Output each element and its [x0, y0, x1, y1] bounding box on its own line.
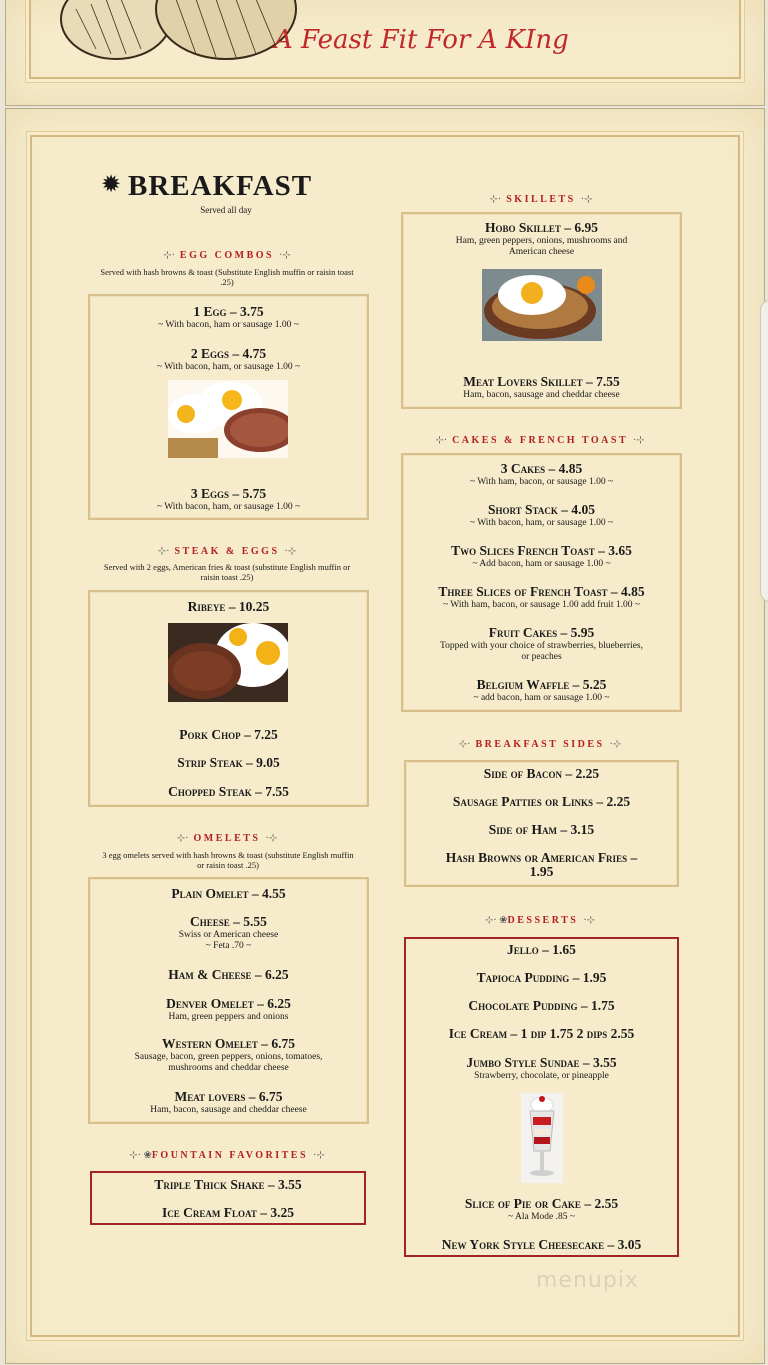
header-panel — [5, 0, 765, 106]
menu-item: Ribeye – 10.25 — [187, 599, 270, 614]
menu-item: Ice Cream Float – 3.25 — [162, 1205, 294, 1220]
menu-item: Strip Steak – 9.05 — [177, 755, 280, 770]
menu-item: Plain Omelet – 4.55 — [171, 886, 286, 901]
sides-heading: ⊹· BREAKFAST SIDES ·⊹ — [458, 739, 622, 750]
breakfast-title: BREAKFAST — [128, 170, 313, 202]
steak-eggs-photo — [168, 623, 288, 702]
sundae-photo — [521, 1093, 563, 1183]
desserts-heading: ⊹· ❀DESSERTS ·⊹ — [484, 915, 596, 926]
omelets-box — [88, 877, 369, 1124]
menu-item: Side of Ham – 3.15 — [488, 822, 595, 837]
next-page-edge — [760, 300, 768, 602]
menu-item: Western Omelet – 6.75 Sausage, bacon, green peppers, onions, tomatoes, mushrooms and cheddar cheese — [134, 1036, 323, 1073]
cakes-heading: ⊹· CAKES & FRENCH TOAST ·⊹ — [435, 435, 645, 446]
menu-item: Slice of Pie or Cake – 2.55 ~ Ala Mode .85 ~ — [464, 1196, 619, 1222]
menu-item: Ice Cream – 1 dip 1.75 2 dips 2.55 — [448, 1026, 635, 1041]
watermark: menupix — [536, 1268, 639, 1293]
sides-title: BREAKFAST SIDES — [475, 739, 605, 750]
menu-item: Chocolate Pudding – 1.75 — [468, 998, 615, 1013]
steak-eggs-note: Served with 2 eggs, American fries & toast (substitute English muffin or raisin toast .25) — [103, 562, 351, 582]
desserts-box — [404, 937, 679, 1257]
menu-item: Hobo Skillet – 6.95 Ham, green peppers, onions, mushrooms and American cheese — [455, 220, 628, 257]
eggs-ham-photo — [168, 380, 288, 458]
menu-item: Meat Lovers Skillet – 7.55 Ham, bacon, sausage and cheddar cheese — [463, 374, 620, 400]
fountain-heading: ⊹· ❀FOUNTAIN FAVORITES ·⊹ — [129, 1150, 325, 1161]
fountain-title: FOUNTAIN FAVORITES — [151, 1150, 309, 1161]
menu-item: Hash Browns or American Fries – 1.95 — [445, 850, 638, 879]
omelets-heading: ⊹· OMELETS ·⊹ — [176, 833, 278, 844]
steak-eggs-title: STEAK & EGGS — [174, 546, 280, 557]
menu-item: 2 Eggs – 4.75 ~ With bacon, ham, or sausage 1.00 ~ — [156, 346, 301, 372]
menu-item: 1 Egg – 3.75 ~ With bacon, ham or sausage 1.00 ~ — [158, 304, 299, 330]
menu-item: Denver Omelet – 6.25 Ham, green peppers and onions — [166, 996, 291, 1022]
egg-combos-note: Served with hash browns & toast (Substitute English muffin or raisin toast .25) — [100, 267, 354, 287]
menu-item: Two Slices French Toast – 3.65 ~ Add bacon, ham or sausage 1.00 ~ — [451, 543, 632, 569]
menu-item: Jello – 1.65 — [507, 942, 576, 957]
menu-item: Pork Chop – 7.25 — [179, 727, 278, 742]
desserts-title: DESSERTS — [507, 915, 579, 926]
egg-combos-box — [88, 294, 369, 520]
steak-eggs-heading: ⊹· STEAK & EGGS ·⊹ — [157, 546, 297, 557]
menu-item: 3 Eggs – 5.75 ~ With bacon, ham, or sausage 1.00 ~ — [156, 486, 301, 512]
omelets-note: 3 egg omelets served with hash browns & toast (substitute English muffin or raisin toast .25) — [102, 850, 354, 870]
menu-item: Meat lovers – 6.75 Ham, bacon, sausage and cheddar cheese — [150, 1089, 307, 1115]
egg-combos-heading: ⊹· EGG COMBOS ·⊹ — [163, 250, 291, 261]
sides-box — [404, 760, 679, 887]
menu-item: Ham & Cheese – 6.25 — [168, 967, 289, 982]
menu-item: Triple Thick Shake – 3.55 — [154, 1177, 302, 1192]
menu-item: Chopped Steak – 7.55 — [168, 784, 289, 799]
menu-item: Cheese – 5.55 Swiss or American cheese ~ Feta .70 ~ — [178, 914, 279, 951]
cakes-title: CAKES & FRENCH TOAST — [452, 435, 628, 446]
breakfast-star-icon: ✹ — [101, 172, 122, 198]
menu-item: Belgium Waffle – 5.25 ~ add bacon, ham or sausage 1.00 ~ — [473, 677, 610, 703]
menu-item: New York Style Cheesecake – 3.05 — [441, 1237, 642, 1252]
egg-combos-title: EGG COMBOS — [179, 250, 275, 261]
menu-item: Side of Bacon – 2.25 — [483, 766, 600, 781]
menu-item: 3 Cakes – 4.85 ~ With ham, bacon, or sausage 1.00 ~ — [469, 461, 614, 487]
tagline: A Feast Fit For A KIng — [274, 25, 569, 55]
steak-eggs-box — [88, 590, 369, 807]
menu-item: Fruit Cakes – 5.95 Topped with your choice of strawberries, blueberries, or peaches — [440, 625, 643, 662]
menu-item: Tapioca Pudding – 1.95 — [476, 970, 607, 985]
menu-item: Sausage Patties or Links – 2.25 — [452, 794, 631, 809]
menu-item: Jumbo Style Sundae – 3.55 Strawberry, chocolate, or pineapple — [466, 1055, 617, 1081]
breakfast-subtitle: Served all day — [200, 205, 252, 215]
menu-item: Three Slices of French Toast – 4.85 ~ With ham, bacon, or sausage 1.00 add fruit 1.00 ~ — [438, 584, 645, 610]
menu-item: Short Stack – 4.05 ~ With bacon, ham, or sausage 1.00 ~ — [469, 502, 614, 528]
skillets-heading: ⊹· SKILLETS ·⊹ — [489, 194, 593, 205]
skillets-title: SKILLETS — [506, 194, 576, 205]
cakes-box — [401, 453, 682, 712]
omelets-title: OMELETS — [193, 833, 261, 844]
skillet-photo — [482, 269, 602, 341]
skillets-box — [401, 212, 682, 409]
fountain-box — [90, 1171, 366, 1225]
bread-illustration — [56, 0, 306, 69]
